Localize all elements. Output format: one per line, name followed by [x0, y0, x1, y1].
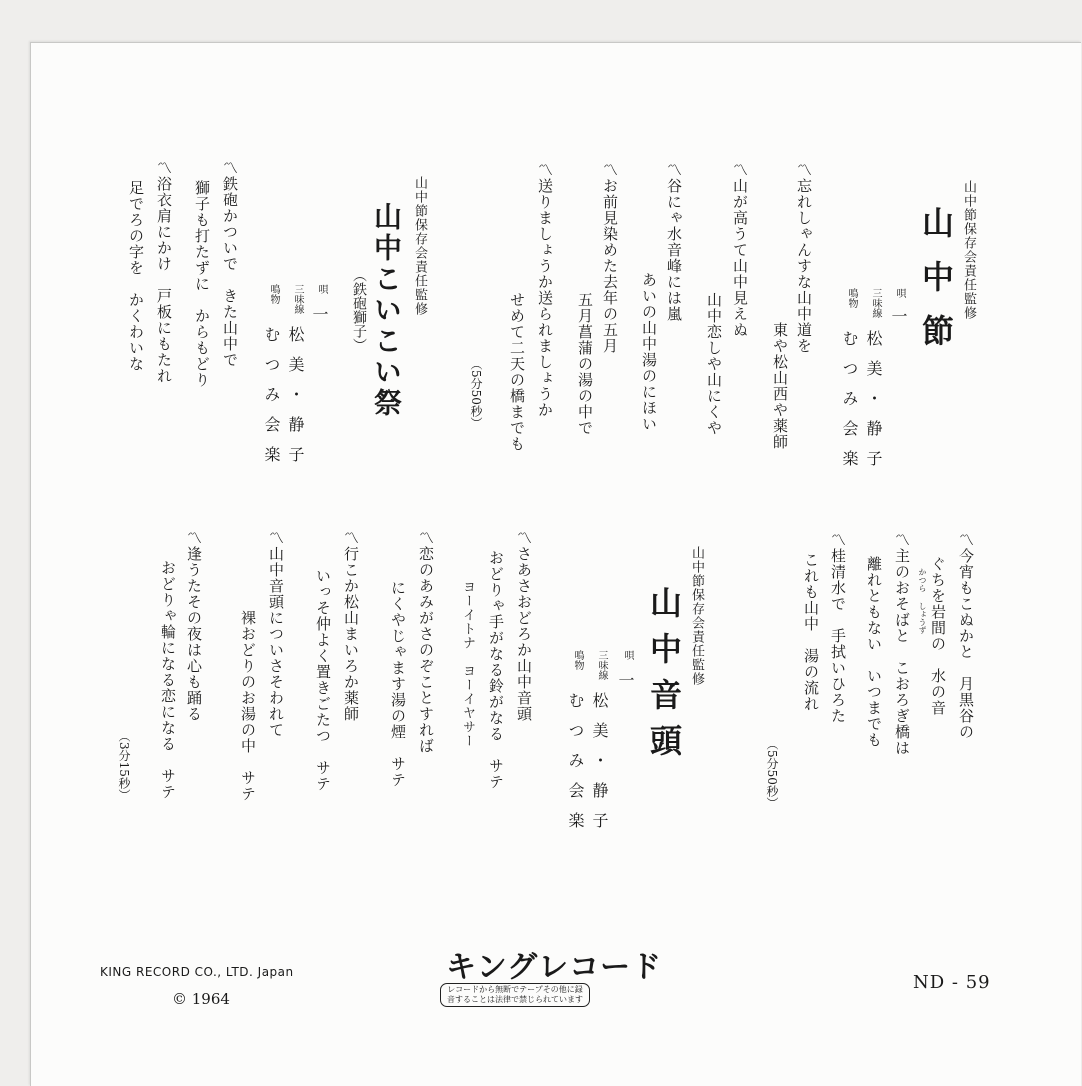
lyric-line: 〽今宵もこぬかと 月黒谷の: [957, 532, 975, 740]
copyright-year: © 1964: [172, 990, 230, 1008]
lyric-line: 裸おどりのお湯の中 サテ: [239, 610, 257, 802]
credit-vocal-label: 唄: [316, 284, 327, 294]
duration-label: （3分15秒）: [117, 730, 131, 801]
lyric-line: おどりゃ手がなる鈴がなる サテ: [487, 550, 505, 790]
supervision-text: 山中節保存会責任監修: [689, 546, 704, 686]
catalog-number: ND - 59: [913, 972, 991, 993]
credit-shamisen-label: 三味線: [292, 284, 303, 314]
ruby-text: かつら: [918, 568, 927, 592]
lyric-line: 〽送りましょうか送られましょうか: [536, 162, 554, 418]
credit-vocal-name: 一: [310, 306, 329, 336]
ruby-text: しょうず: [918, 602, 927, 634]
lyric-line: ぐちを岩間の 水の音: [929, 556, 947, 716]
credit-narimono-label: 鳴物: [846, 288, 857, 308]
credit-vocal-name: 一: [889, 308, 908, 338]
duration-label: （5分50秒）: [765, 738, 779, 809]
lyric-line: 山中恋しや山にくや: [705, 292, 723, 436]
duration-label: （5分50秒）: [469, 358, 483, 429]
lyric-line: これも山中 湯の流れ: [802, 552, 820, 712]
credit-vocal-label: 唄: [894, 288, 905, 298]
lyric-line: 離れともない いつまでも: [865, 556, 883, 748]
notice-line: レコードから無断でテープその他に録: [447, 985, 583, 994]
lyric-line: 〽谷にゃ水音峰には嵐: [665, 162, 683, 322]
lyric-line: 〽さあさおどろか山中音頭: [515, 530, 533, 722]
lyric-line: 〽恋のあみがさのぞことすれば: [417, 530, 435, 754]
credit-vocal-label: 唄: [622, 650, 633, 660]
lyric-line: 獅子も打たずに からもどり: [193, 180, 211, 388]
credit-shamisen-name: 松美・静子: [590, 692, 609, 842]
lyric-line: 〽鉄砲かついで きた山中で: [221, 160, 239, 368]
credit-narimono-label: 鳴物: [268, 284, 279, 304]
lyric-line: せめて二天の橋までも: [508, 292, 526, 452]
notice-line: 音することは法律で禁じられています: [447, 995, 583, 1004]
lyric-line: おどりゃ輪になる恋になる サテ: [159, 560, 177, 800]
supervision-text: 山中節保存会責任監修: [412, 176, 427, 316]
lyric-line: 〽逢うたその夜は心も踊る: [185, 530, 203, 722]
lyric-line: 〽山が高うて山中見えぬ: [731, 162, 749, 338]
credit-shamisen-name: 松美・静子: [286, 326, 305, 476]
credit-vocal-name: 一: [616, 672, 635, 702]
lyric-line: 〽主のおそばと こおろぎ橋は: [893, 532, 911, 756]
brand-logo: キングレコード: [446, 950, 663, 985]
credit-narimono-name: むつみ会楽: [262, 326, 281, 476]
credit-shamisen-label: 三味線: [870, 288, 881, 318]
lyric-line: ヨーイトナ ヨーイヤサー: [460, 580, 475, 748]
lyric-line: 五月菖蒲の湯の中で: [576, 292, 594, 436]
song-title: 山中こいこい祭: [370, 202, 403, 419]
lyric-line: いっそ仲よく置きごたつ サテ: [314, 568, 332, 792]
song-title: 山中節: [917, 206, 955, 368]
lyric-line: 〽お前見染めた去年の五月: [601, 162, 619, 354]
song-subtitle: （鉄砲獅子）: [351, 268, 367, 352]
credit-narimono-name: むつみ会楽: [840, 330, 859, 480]
credit-shamisen-label: 三味線: [596, 650, 607, 680]
lyric-line: にくやじゃます湯の煙 サテ: [389, 580, 407, 788]
lyric-line: 〽忘れしゃんすな山中道を: [795, 162, 813, 354]
credit-shamisen-name: 松美・静子: [864, 330, 883, 480]
lyric-line: 東や松山西や薬師: [771, 322, 789, 450]
song-title: 山中音頭: [645, 586, 683, 770]
lyric-line: 足でろの字を かくわいな: [127, 180, 145, 372]
lyric-line: 〽行こか松山まいろか薬師: [342, 530, 360, 722]
copyright-notice: [440, 983, 590, 1007]
credit-narimono-label: 鳴物: [572, 650, 583, 670]
credit-narimono-name: むつみ会楽: [566, 692, 585, 842]
lyric-line: 〽山中音頭についさそわれて: [267, 530, 285, 738]
lyric-line: あいの山中湯のにほい: [640, 272, 658, 432]
supervision-text: 山中節保存会責任監修: [961, 180, 976, 320]
lyric-line: 〽桂清水で 手拭いひろた: [829, 532, 847, 724]
company-name: KING RECORD CO., LTD. Japan: [100, 965, 294, 979]
lyric-line: 〽浴衣肩にかけ 戸板にもたれ: [155, 160, 173, 384]
